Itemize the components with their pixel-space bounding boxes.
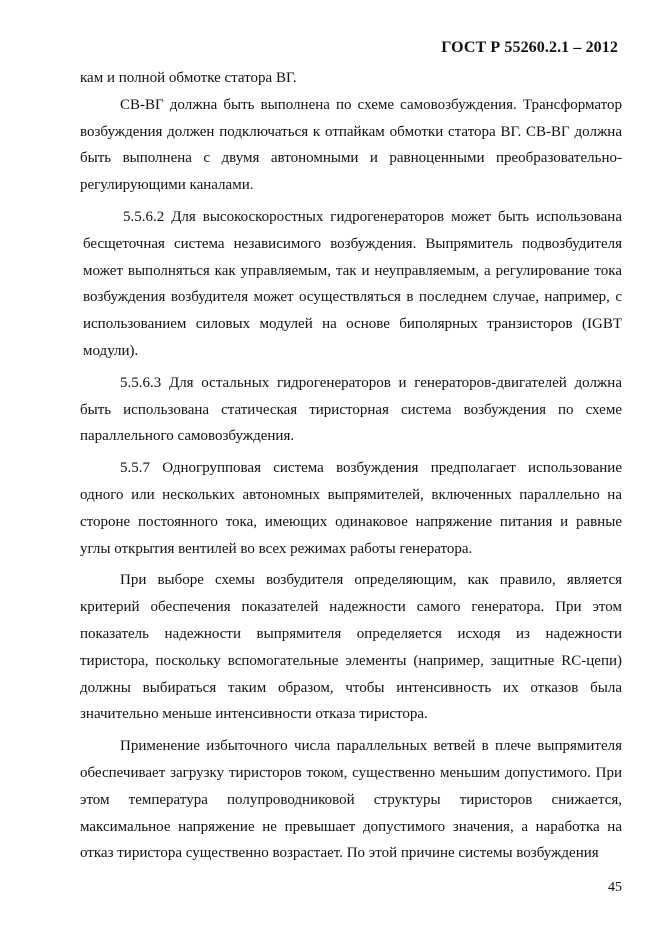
document-body <box>80 65 622 867</box>
paragraph-exciter-scheme: При выборе схемы возбудителя определяющим, как правило, является критерий обеспечения показателей надежности самого генератора. При этом показатель надежности выпрямителя определяется исходя из надежности тиристора, поскольку вспомогательные элементы (например, защитные RC-цепи) должны выбираться таким образом, чтобы интенсивность их отказов была значительно меньше интенсивности отказа тиристора. <box>80 572 622 723</box>
standard-designation: ГОСТ Р 55260.2.1 – 2012 <box>441 39 618 56</box>
paragraph-sv-vg: СВ-ВГ должна быть выполнена по схеме самовозбуждения. Трансформатор возбуждения должен подключаться к отпайкам обмотки статора ВГ. СВ-ВГ должна быть выполнена с двумя автономными и равноценными преобразовательно-регулирующими каналами. <box>80 96 622 194</box>
paragraph-5-5-7: 5.5.7 Одногрупповая система возбуждения предполагает использование одного или нескольких автономных выпрямителей, включенных параллельно на стороне постоянного тока, имеющих одинаковое напряжение питания и равные углы открытия вентилей во всех режимах работы генератора. <box>80 460 622 557</box>
page-number: 45 <box>608 880 622 895</box>
paragraph-continuation: кам и полной обмотке статора ВГ. <box>80 70 297 86</box>
paragraph-parallel-branches: Применение избыточного числа параллельных ветвей в плече выпрямителя обеспечивает загрузку тиристоров током, существенно меньшим допустимого. При этом температура полупроводниковой структуры тиристоров снижается, максимальное напряжение не превышает допустимого значения, а наработка на отказ тиристора существенно возрастает. По этой причине системы возбуждения <box>80 738 622 862</box>
paragraph-5-5-6-3: 5.5.6.3 Для остальных гидрогенераторов и генераторов-двигателей должна быть использована статическая тиристорная система возбуждения по схеме параллельного самовозбуждения. <box>80 374 622 445</box>
paragraph-5-5-6-2: 5.5.6.2 Для высокоскоростных гидрогенераторов может быть использована бесщеточная система независимого возбуждения. Выпрямитель подвозбудителя может выполняться как управляемым, так и неуправляемым, а регулирование тока возбуждения возбудителя может осуществляться в последнем случае, например, с использованием силовых модулей на основе биполярных транзисторов (IGBT модули). <box>83 208 622 359</box>
